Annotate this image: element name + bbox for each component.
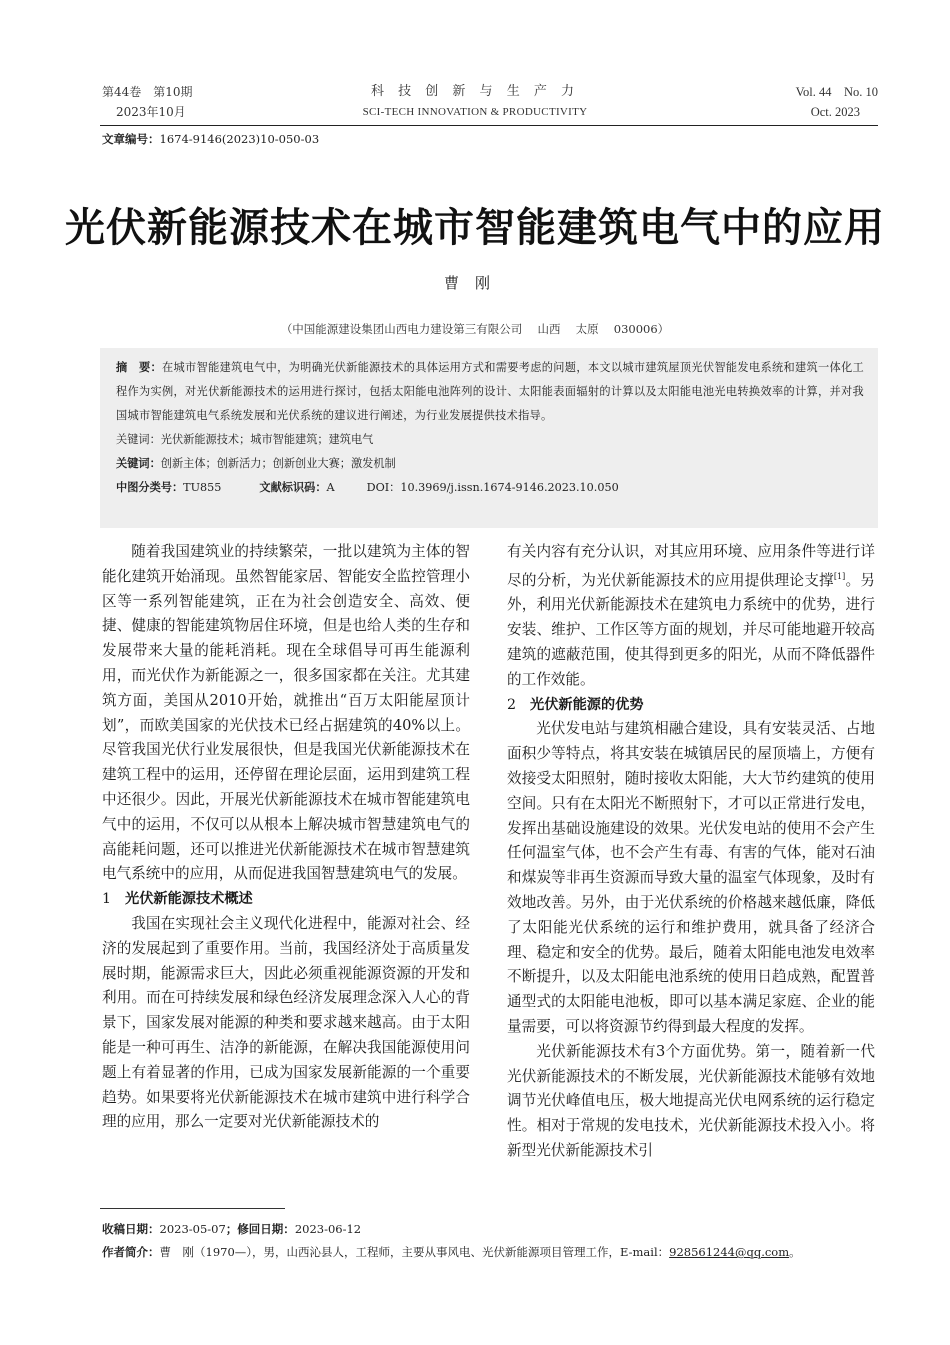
header-right (796, 82, 878, 122)
bio-text: 曹 刚（1970—），男，山西沁县人，工程师，主要从事风电、光伏新能源项目管理工作，E-mail： (159, 1245, 670, 1259)
date-cn: 2023年10月 (116, 105, 186, 119)
affiliation: （中国能源建设集团山西电力建设第三有限公司 山西 太原 030006） (280, 322, 670, 336)
keywords2-label: 关键词： (116, 457, 161, 470)
received-date: 2023-05-07 (159, 1222, 226, 1236)
article-number-value: 1674-9146(2023)10-050-03 (159, 132, 320, 146)
section-number: 2 (507, 696, 517, 713)
author-bio (102, 1244, 801, 1260)
body-paragraph: 光伏发电站与建筑相融合建设，具有安装灵活、占地面积少等特点，将其安装在城镇居民的屋顶墙上，方便有效接受太阳照射，随时接收太阳能，大大节约建筑的使用空间。只有在太阳光不断照射下，才可以正常进行发电，发挥出基础设施建设的效果。光伏发电站的使用不会产生任何温室气体，也不会产生有毒、有害的气体，能对石油和煤炭等非再生资源而导致大量的温室气体现象，及时有效地改善。另外，由于光伏系统的价格越来越低廉，降低了太阳能光伏系统的运行和维护费用，就具备了经济合理、稳定和安全的优势。最后，随着太阳能电池发电效率不断提升，以及太阳能电池系统的使用日趋成熟，配置普通型式的太阳能电池板，即可以基本满足家庭、企业的能量需要，可以将资源节约得到最大程度的发挥。 (507, 720, 875, 1035)
bio-label: 作者简介： (102, 1245, 160, 1259)
keywords-value: 光伏新能源技术；城市智能建筑；建筑电气 (160, 433, 374, 446)
journal-name-en: SCI-TECH INNOVATION & PRODUCTIVITY (362, 106, 588, 118)
abstract-label: 摘 要： (116, 361, 163, 374)
keywords2-value: 创新主体；创新活力；创新创业大赛；激发机制 (160, 457, 396, 470)
body-paragraph: 随着我国建筑业的持续繁荣，一批以建筑为主体的智能化建筑开始涌现。虽然智能家居、智能安全监控管理小区等一系列智能建筑，正在为社会创造安全、高效、便捷、健康的智能建筑物居住环境，但是也给人类的生存和发展带来大量的能耗消耗。现在全球倡导可再生能源利用，而光伏作为新能源之一，很多国家都在关注。尤其建筑方面，美国从2010开始，就推出“百万太阳能屋顶计划”，而欧美国家的光伏技术已经占据建筑的40%以上。尽管我国光伏行业发展很快，但是我国光伏新能源技术在建筑工程中的运用，还停留在理论层面，运用到建筑工程中还很少。因此，开展光伏新能源技术在城市智能建筑电气中的运用，不仅可以从根本上解决城市智慧建筑电气的高能耗问题，还可以推进光伏新能源技术在城市智慧建筑电气系统中的应用，从而促进我国智慧建筑电气的发展。 (102, 543, 470, 883)
header-rule (100, 125, 878, 126)
paragraph-text: 有关内容有充分认识，对其应用环境、应用条件等进行详尽的分析，为光伏新能源技术的应用提供理论支撑 (507, 543, 875, 589)
body-paragraph (507, 540, 875, 693)
doccode-label: 文献标识码： (259, 481, 327, 494)
paragraph-text: 。另外，利用光伏新能源技术在建筑电力系统中的优势，进行安装、维护、工作区等方面的规划，并尽可能地避开较高建筑的遮蔽范围，使其得到更多的阳光，从而不降低器件的工作效能。 (507, 571, 875, 688)
article-number (102, 131, 319, 147)
clc-value: TU855 (183, 481, 222, 494)
date-en: Oct. 2023 (810, 105, 860, 119)
body-paragraph: 我国在实现社会主义现代化进程中，能源对社会、经济的发展起到了重要作用。当前，我国经济处于高质量发展时期，能源需求巨大，因此必须重视能源资源的开发和利用。而在可持续发展和绿色经济发展理念深入人心的背景下，国家发展对能源的种类和要求越来越高。由于太阳能是一种可再生、洁净的新能源，在解决我国能源使用问题上有着显著的作用，已成为国家发展新能源的一个重要趋势。如果要将光伏新能源技术在城市建筑中进行科学合理的应用，那么一定要对光伏新能源技术的 (102, 914, 470, 1131)
revised-date: 2023-06-12 (294, 1222, 362, 1236)
received-label: 收稿日期： (102, 1222, 160, 1236)
bio-end: 。 (789, 1245, 801, 1259)
right-column (507, 540, 875, 1164)
doi: DOI：10.3969/j.issn.1674-9146.2023.10.050 (366, 481, 619, 494)
abstract (116, 356, 864, 428)
volume-en: Vol. 44 No. 10 (795, 85, 878, 99)
abstract-box (100, 348, 878, 528)
section-number: 1 (102, 891, 112, 908)
section-heading-1 (102, 887, 470, 912)
doccode-value: A (326, 481, 335, 494)
received-dates (102, 1221, 361, 1237)
citation-ref[interactable]: [1] (833, 571, 846, 581)
keywords-cn (116, 428, 864, 452)
keywords-label: 关键词： (116, 433, 161, 446)
paper-title: 光伏新能源技术在城市智能建筑电气中的应用 (65, 205, 885, 251)
body-paragraph: 光伏新能源技术有3个方面优势。第一，随着新一代光伏新能源技术的不断发展，光伏新能源技术能够有效地调节光伏峰值电压，极大地提高光伏电网系统的运行稳定性。相对于常规的发电技术，光伏新能源技术投入小。将新型光伏新能源技术引 (507, 1042, 875, 1159)
revised-label: ；修回日期： (225, 1222, 295, 1236)
section-heading-2 (507, 693, 875, 718)
classification-line (116, 476, 864, 500)
section-title: 光伏新能源技术概述 (125, 891, 253, 908)
volume-cn: 第44卷 第10期 (102, 85, 193, 99)
clc-label: 中图分类号： (116, 481, 184, 494)
footnote-rule (100, 1208, 285, 1209)
left-column (102, 540, 470, 1135)
journal-name-cn: 科 技 创 新 与 生 产 力 (371, 84, 579, 99)
article-number-label: 文章编号： (102, 132, 160, 146)
author: 曹刚 (443, 274, 506, 292)
email-link[interactable]: 928561244@qq.com (669, 1245, 790, 1259)
abstract-text: 在城市智能建筑电气中，为明确光伏新能源技术的具体运用方式和需要考虑的问题，本文以城市建筑屋顶光伏智能发电系统和建筑一体化工程作为实例，对光伏新能源技术的运用进行探讨，包括太阳能电池阵列的设计、太阳能表面辐射的计算以及太阳能电池光电转换效率的计算，并对我国城市智能建筑电气系统发展和光伏系统的建议进行阐述，为行业发展提供技术指导。 (116, 361, 864, 422)
keywords-second (116, 452, 864, 476)
section-title: 光伏新能源的优势 (530, 696, 644, 713)
